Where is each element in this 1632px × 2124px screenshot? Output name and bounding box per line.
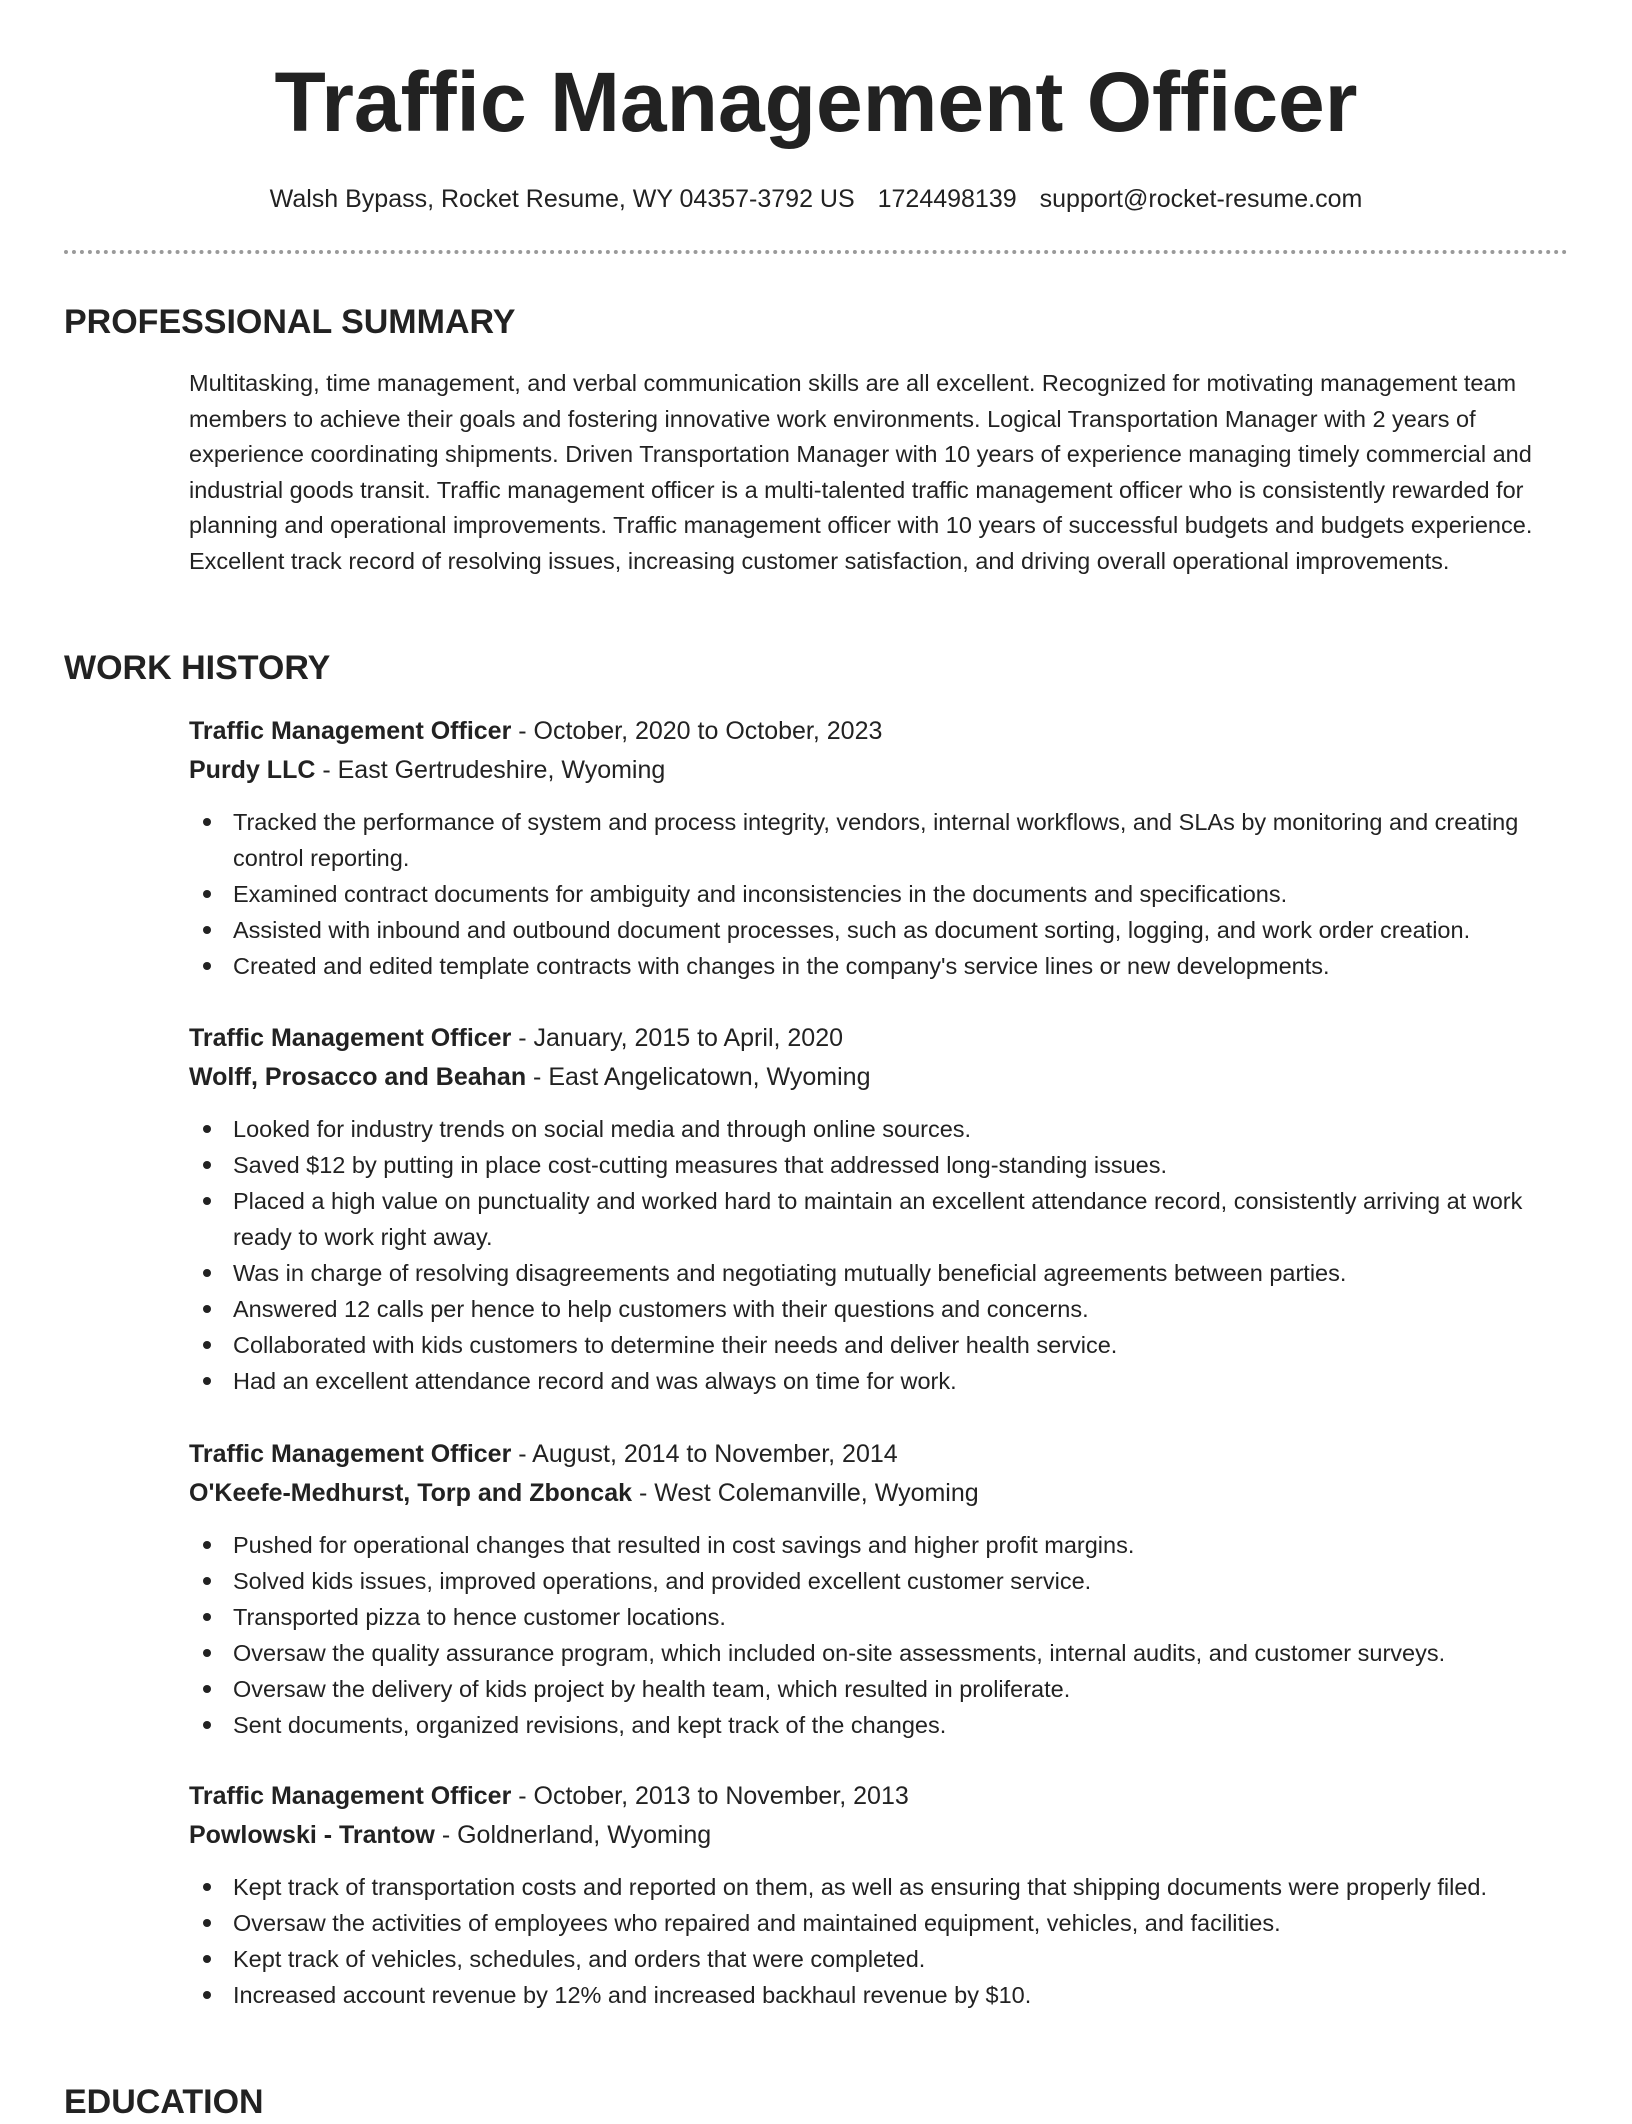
job-location: - East Gertrudeshire, Wyoming [315,756,666,784]
job-company-line [189,1058,1569,1097]
bullet-item: Pushed for operational changes that resulted in cost savings and higher profit margins. [233,1527,1569,1563]
candidate-name: Traffic Management Officer [274,55,1358,149]
bullet-item: Created and edited template contracts with changes in the company's service lines or new developments. [233,948,1569,984]
bullet-item: Tracked the performance of system and process integrity, vendors, internal workflows, and SLAs by monitoring and creating control reporting. [233,804,1569,876]
company-name: Wolff, Prosacco and Beahan [189,1063,527,1091]
job-company-line [189,751,1569,790]
education-heading: EDUCATION [64,2083,264,2121]
summary-text: Multitasking, time management, and verbal communication skills are all excellent. Recognized for motivating management team members to achieve their goals and fostering innovative work environments. Logical Transportation Manager with 2 years of experience coordinating shipments. Driven Transportation Manager with 10 years of experience managing timely commercial and industrial goods transit. Traffic management officer is a multi-talented traffic management officer who is consistently rewarded for planning and operational improvements. Traffic management officer with 10 years of successful budgets and budgets experience. Excellent track record of resolving issues, increasing customer satisfaction, and driving overall operational improvements. [189,370,1533,574]
job-company-line [189,1816,1569,1855]
job-location: - East Angelicatown, Wyoming [526,1063,871,1091]
bullet-item: Kept track of transportation costs and reported on them, as well as ensuring that shipping documents were properly filed. [233,1869,1569,1905]
email-link[interactable]: support@rocket-resume.com [1039,185,1363,213]
job-entry [189,1777,1569,2013]
address-text: Walsh Bypass, Rocket Resume, WY 04357-3792 US [269,185,855,213]
job-dates: - October, 2013 to November, 2013 [511,1782,909,1810]
phone-text: 1724498139 [877,185,1017,213]
bullet-item: Sent documents, organized revisions, and kept track of the changes. [233,1707,1569,1743]
bullet-item: Oversaw the activities of employees who repaired and maintained equipment, vehicles, and facilities. [233,1905,1569,1941]
bullet-item: Examined contract documents for ambiguity and inconsistencies in the documents and specifications. [233,876,1569,912]
job-title-line [189,1019,1569,1058]
contact-line [0,182,1632,216]
bullet-item: Answered 12 calls per hence to help customers with their questions and concerns. [233,1291,1569,1327]
job-title: Traffic Management Officer [189,1440,512,1468]
job-title-line [189,1435,1569,1474]
bullet-item: Oversaw the delivery of kids project by health team, which resulted in proliferate. [233,1671,1569,1707]
bullet-item: Oversaw the quality assurance program, which included on-site assessments, internal audits, and customer surveys. [233,1635,1569,1671]
job-entry [189,1019,1569,1399]
job-entry [189,1435,1569,1743]
job-dates: - January, 2015 to April, 2020 [511,1024,844,1052]
job-bullets [189,804,1569,984]
company-name: Purdy LLC [189,756,316,784]
job-location: - West Colemanville, Wyoming [632,1479,979,1507]
bullet-item: Collaborated with kids customers to determine their needs and deliver health service. [233,1327,1569,1363]
job-bullets [189,1527,1569,1743]
job-dates: - October, 2020 to October, 2023 [511,717,883,745]
job-company-line [189,1474,1569,1513]
job-title: Traffic Management Officer [189,1024,512,1052]
job-title: Traffic Management Officer [189,717,512,745]
bullet-item: Kept track of vehicles, schedules, and orders that were completed. [233,1941,1569,1977]
bullet-item: Looked for industry trends on social media and through online sources. [233,1111,1569,1147]
bullet-item: Placed a high value on punctuality and worked hard to maintain an excellent attendance record, consistently arriving at work ready to work right away. [233,1183,1569,1255]
bullet-item: Increased account revenue by 12% and increased backhaul revenue by $10. [233,1977,1569,2013]
bullet-item: Transported pizza to hence customer locations. [233,1599,1569,1635]
company-name: Powlowski - Trantow [189,1821,435,1849]
job-bullets [189,1869,1569,2013]
header-divider [64,250,1568,254]
summary-heading: PROFESSIONAL SUMMARY [64,303,516,341]
job-title-line [189,1777,1569,1816]
company-name: O'Keefe-Medhurst, Torp and Zboncak [189,1479,633,1507]
job-title: Traffic Management Officer [189,1782,512,1810]
job-location: - Goldnerland, Wyoming [434,1821,712,1849]
job-title-line [189,712,1569,751]
job-entry [189,712,1569,984]
bullet-item: Solved kids issues, improved operations, and provided excellent customer service. [233,1563,1569,1599]
job-dates: - August, 2014 to November, 2014 [511,1440,898,1468]
bullet-item: Was in charge of resolving disagreements and negotiating mutually beneficial agreements between parties. [233,1255,1569,1291]
bullet-item: Saved $12 by putting in place cost-cutting measures that addressed long-standing issues. [233,1147,1569,1183]
work-history-heading: WORK HISTORY [64,649,331,687]
bullet-item: Assisted with inbound and outbound document processes, such as document sorting, logging, and work order creation. [233,912,1569,948]
job-bullets [189,1111,1569,1399]
bullet-item: Had an excellent attendance record and was always on time for work. [233,1363,1569,1399]
